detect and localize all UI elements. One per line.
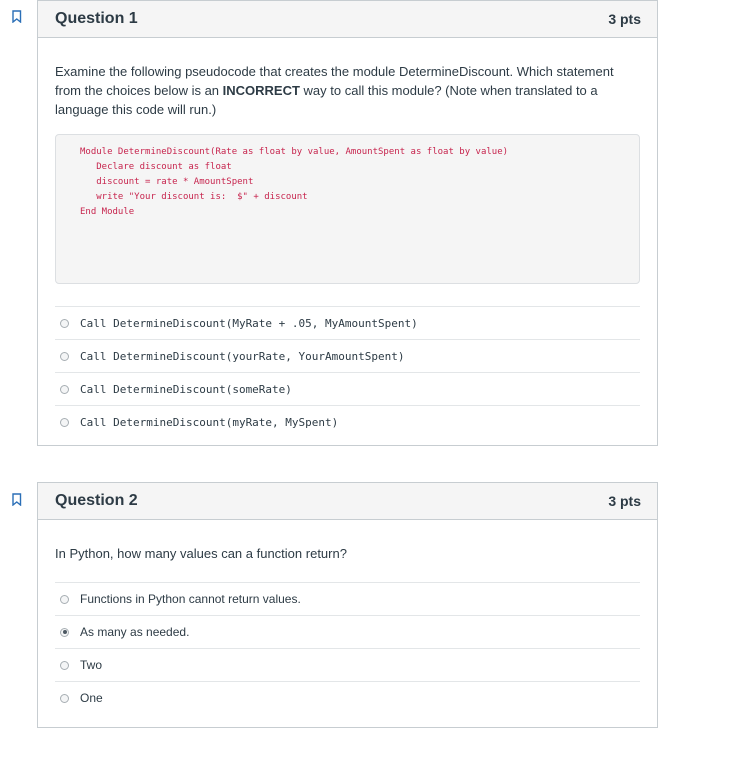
answer-option[interactable]: [55, 582, 640, 615]
question-1-text: Examine the following pseudocode that creates the module DetermineDiscount. Which statement from the choices below is an INCORRECT way to call this module? (Note when translated to a language this code will run.): [55, 64, 614, 117]
answer-label[interactable]: Call DetermineDiscount(myRate, MySpent): [80, 415, 339, 429]
question-2-title: Question 2: [55, 492, 138, 509]
question-1-points: 3 pts: [608, 11, 641, 27]
answer-option[interactable]: [55, 372, 640, 405]
answer-label[interactable]: Two: [80, 658, 103, 672]
radio-button-selected[interactable]: [60, 628, 69, 637]
answer-label[interactable]: Call DetermineDiscount(MyRate + .05, MyAmountSpent): [80, 316, 418, 330]
question-1-header: [38, 1, 657, 38]
flag-question-icon[interactable]: [12, 10, 22, 23]
pseudocode-block: [55, 134, 640, 284]
question-1-answers: [55, 306, 640, 438]
radio-button[interactable]: [60, 595, 69, 604]
answer-label[interactable]: Call DetermineDiscount(someRate): [80, 382, 292, 396]
radio-button[interactable]: [60, 352, 69, 361]
code-line: Module DetermineDiscount(Rate as float by value, AmountSpent as float by value): [80, 147, 509, 157]
question-2: [37, 482, 658, 728]
code-line: Declare discount as float: [80, 162, 232, 172]
code-line: End Module: [80, 207, 135, 217]
radio-button[interactable]: [60, 694, 69, 703]
radio-button[interactable]: [60, 319, 69, 328]
answer-label[interactable]: Call DetermineDiscount(yourRate, YourAmountSpent): [80, 349, 405, 363]
radio-button[interactable]: [60, 385, 69, 394]
radio-button[interactable]: [60, 418, 69, 427]
answer-label[interactable]: Functions in Python cannot return values.: [80, 592, 301, 606]
answer-label[interactable]: One: [80, 691, 103, 705]
code-line: discount = rate * AmountSpent: [80, 177, 254, 187]
answer-option[interactable]: [55, 306, 640, 339]
answer-option[interactable]: [55, 405, 640, 438]
question-2-header: [38, 483, 657, 520]
incorrect-emphasis: INCORRECT: [222, 83, 300, 98]
flag-question-icon[interactable]: [12, 493, 22, 506]
answer-label[interactable]: As many as needed.: [80, 625, 190, 639]
question-1: [37, 0, 658, 446]
question-1-title: Question 1: [55, 10, 138, 27]
answer-option[interactable]: [55, 339, 640, 372]
code-line: write "Your discount is: $" + discount: [80, 192, 308, 202]
answer-option[interactable]: [55, 615, 640, 648]
question-2-answers: [55, 582, 640, 714]
answer-option[interactable]: [55, 648, 640, 681]
radio-button[interactable]: [60, 661, 69, 670]
answer-option[interactable]: [55, 681, 640, 714]
question-2-points: 3 pts: [608, 493, 641, 509]
question-2-text: In Python, how many values can a function return?: [55, 546, 347, 561]
